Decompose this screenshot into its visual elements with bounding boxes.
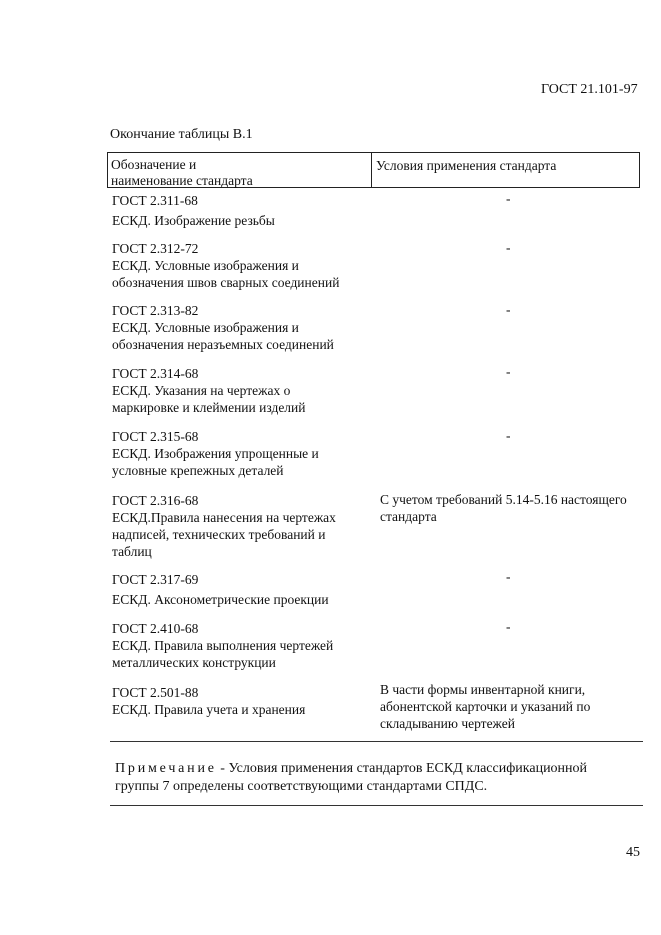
table-row bbox=[112, 620, 333, 671]
standard-code: ГОСТ 2.313-82 bbox=[112, 303, 199, 318]
condition-value: - bbox=[506, 569, 511, 584]
standard-name: ЕСКД. Указания на чертежах о bbox=[112, 383, 291, 398]
header-divider bbox=[371, 153, 372, 187]
note-line: группы 7 определены соответствующими стандартами СПДС. bbox=[115, 779, 488, 794]
standard-name: ЕСКД. Правила выполнения чертежей bbox=[112, 638, 334, 653]
standard-code: ГОСТ 2.312-72 bbox=[112, 241, 199, 256]
standard-code: ГОСТ 2.316-68 bbox=[112, 493, 199, 508]
table-row bbox=[112, 365, 306, 416]
table-row bbox=[112, 571, 329, 608]
column-header-line: Обозначение и bbox=[111, 157, 197, 172]
condition-value bbox=[380, 681, 645, 732]
standard-name: условные крепежных деталей bbox=[112, 463, 284, 478]
condition-value bbox=[380, 491, 645, 525]
standard-code: ГОСТ 2.410-68 bbox=[112, 621, 199, 636]
condition-line: стандарта bbox=[380, 509, 437, 524]
standard-name: ЕСКД. Правила учета и хранения bbox=[112, 702, 306, 717]
standard-name: обозначения неразъемных соединений bbox=[112, 337, 334, 352]
standard-name: надписей, технических требований и bbox=[112, 527, 326, 542]
standard-code: ГОСТ 2.311-68 bbox=[112, 193, 198, 208]
condition-value: - bbox=[506, 191, 511, 206]
standard-code: ГОСТ 2.315-68 bbox=[112, 429, 199, 444]
standard-name: ЕСКД.Правила нанесения на чертежах bbox=[112, 510, 336, 525]
table-row bbox=[112, 302, 334, 353]
standard-name: маркировке и клеймении изделий bbox=[112, 400, 306, 415]
column-header-designation bbox=[111, 157, 253, 189]
standard-name: таблиц bbox=[112, 544, 152, 559]
standard-name: ЕСКД. Условные изображения и bbox=[112, 258, 299, 273]
table-row bbox=[112, 240, 339, 291]
table-row bbox=[112, 192, 275, 229]
note-label: Примечание bbox=[115, 761, 217, 776]
standard-name: ЕСКД. Аксонометрические проекции bbox=[112, 592, 329, 607]
table-bottom-rule bbox=[110, 741, 643, 742]
condition-line: складыванию чертежей bbox=[380, 716, 515, 731]
standard-name: металлических конструкции bbox=[112, 655, 276, 670]
condition-line: В части формы инвентарной книги, bbox=[380, 682, 586, 697]
standard-code: ГОСТ 2.314-68 bbox=[112, 366, 199, 381]
page-number: 45 bbox=[626, 845, 640, 860]
condition-value: - bbox=[506, 240, 511, 255]
column-header-conditions: Условия применения стандарта bbox=[376, 158, 557, 173]
table-header bbox=[107, 152, 640, 188]
condition-value: - bbox=[506, 302, 511, 317]
condition-line: абонентской карточки и указаний по bbox=[380, 699, 591, 714]
column-header-line: наименование стандарта bbox=[111, 173, 253, 188]
note-bottom-rule bbox=[110, 805, 643, 806]
standard-code: ГОСТ 2.317-69 bbox=[112, 572, 199, 587]
condition-value: - bbox=[506, 619, 511, 634]
table-row bbox=[112, 492, 336, 560]
condition-value: - bbox=[506, 428, 511, 443]
standard-name: ЕСКД. Изображение резьбы bbox=[112, 213, 275, 228]
standard-name: ЕСКД. Изображения упрощенные и bbox=[112, 446, 319, 461]
note-line bbox=[115, 760, 635, 778]
note-text: - Условия применения стандартов ЕСКД классификационной bbox=[216, 761, 588, 776]
condition-value: - bbox=[506, 364, 511, 379]
standard-name: ЕСКД. Условные изображения и bbox=[112, 320, 299, 335]
document-code: ГОСТ 21.101-97 bbox=[541, 82, 638, 97]
standard-code: ГОСТ 2.501-88 bbox=[112, 685, 199, 700]
table-row bbox=[112, 428, 319, 479]
standard-name: обозначения швов сварных соединений bbox=[112, 275, 340, 290]
table-caption: Окончание таблицы В.1 bbox=[110, 127, 253, 142]
table-row bbox=[112, 684, 305, 718]
condition-line: С учетом требований 5.14-5.16 настоящего bbox=[380, 492, 627, 507]
table-note bbox=[115, 760, 635, 796]
